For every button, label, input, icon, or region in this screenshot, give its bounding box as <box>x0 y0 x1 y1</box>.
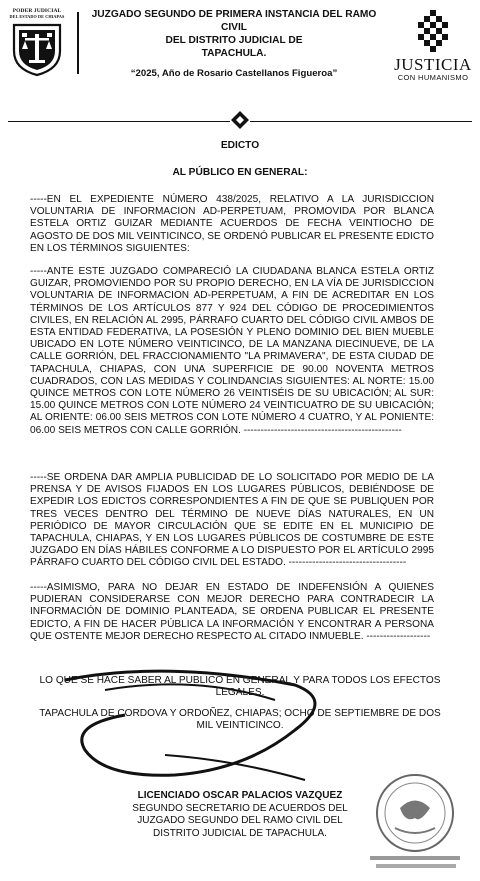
document-audience: AL PÚBLICO EN GENERAL: <box>172 167 308 178</box>
year-motto: “2025, Año de Rosario Castellanos Figueroa” <box>130 68 338 79</box>
diamond-ornament-icon <box>230 110 250 130</box>
court-header <box>86 8 382 80</box>
logo-word-humanismo: CON HUMANISMO <box>397 73 469 82</box>
logo-word-justicia: JUSTICIA <box>394 55 472 74</box>
poder-judicial-logo <box>8 8 66 78</box>
paragraph-publicidad <box>30 472 434 570</box>
paragraph-text: -----EN EL EXPEDIENTE NÚMERO 438/2025, RELATIVO A LA JURISDICCION VOLUNTARIA DE INFORMACION AD-PERPETUAM, PROMOVIDA POR BLANCA ESTELA ORTIZ GUIZAR MEDIANTE ACUERDOS DE FECHA VEINTIOCHO DE AGOSTO DE DOS MIL VEINTICINCO, SE ORDENÓ PUBLICAR EL PRESENTE EDICTO EN LOS TÉRMINOS SIGUIENTES: <box>30 194 434 254</box>
signatory-title-line-1: SEGUNDO SECRETARIO DE ACUERDOS DEL <box>132 802 348 814</box>
court-line-1: JUZGADO SEGUNDO DE PRIMERA INSTANCIA DEL RAMO CIVIL <box>91 9 377 33</box>
signature-block <box>100 790 380 840</box>
logo-org-line-1: PODER JUDICIAL <box>12 8 62 14</box>
paragraph-text: -----SE ORDENA DAR AMPLIA PUBLICIDAD DE LO SOLICITADO POR MEDIO DE LA PRENSA Y DE AVISOS FIJADOS EN LOS LUGARES PÚBLICOS, DEBIÉNDOSE DE EXPEDIR LOS EDICTOS CORRESPONDIENTES A FIN DE QUE SE PUBLIQUEN POR TRES VECES DENTRO DEL TÉRMINO DE NUEVE DÍAS NATURALES, EN UN PERIÓDICO DE MAYOR CIRCULACIÓN QUE SE EDITE EN EL MUNICIPIO DE TAPACHULA, CHIAPAS, Y EN LOS LUGARES PÚBLICOS DE COSTUMBRE DE ESTE JUZGADO EN DÍAS HÁBILES CONFORME A LO DISPUESTO POR EL ARTÍCULO 2995 PÁRRAFO CUARTO DEL CÓDIGO CIVIL DEL ESTADO. ----------------------------------- <box>30 472 434 569</box>
interlace-knot-icon <box>415 10 451 54</box>
paragraph-comparecencia <box>30 266 434 437</box>
court-line-3: TAPACHULA. <box>201 48 267 59</box>
document-title: EDICTO <box>220 140 260 151</box>
paragraph-asimismo <box>30 582 434 643</box>
court-line-2: DEL DISTRITO JUDICIAL DE <box>165 35 303 46</box>
header-vertical-rule <box>77 12 79 74</box>
paragraph-text: -----ANTE ESTE JUZGADO COMPARECIÓ LA CIUDADANA BLANCA ESTELA ORTIZ GUIZAR, PROMOVIENDO POR SU PROPIO DERECHO, EN LA VÍA DE JURISDICCION VOLUNTARIA DE INFORMACION AD-PERPETUAM, A FIN DE ACREDITAR EN LOS TÉRMINOS DE LOS ARTÍCULOS 877 Y 924 DEL CÓDIGO DE PROCEDIMIENTOS CIVILES, EN RELACIÓN AL 2995, PÁRRAFO CUARTO DEL CÓDIGO CIVIL AMBOS DE ESTA ENTIDAD FEDERATIVA, LA POSESIÓN Y PLENO DOMINIO DEL BIEN MUEBLE UBICADO EN LOTE NÚMERO VEINTICINCO, DE LA MANZANA DIECINUEVE, DE LA CALLE GORRIÓN, DEL FRACCIONAMIENTO "LA PRIMAVERA", DE ESTA CIUDAD DE TAPACHULA, CHIAPAS, CON UNA SUPERFICIE DE 90.00 NOVENTA METROS CUADRADOS, CON LAS MEDIDAS Y COLINDANCIAS SIGUIENTES: AL NORTE: 15.00 QUINCE METROS CON LOTE NÚMERO 26 VEINTISÉIS DE SU UBICACIÓN; AL SUR: 15.00 QUINCE METROS CON LOTE NÚMERO 24 VEINTICUATRO DE SU UBICACIÓN; AL ORIENTE: 06.00 SEIS METROS CON LOTE NÚMERO 4 CUATRO, Y AL PONIENTE: 06.00 SEIS METROS CON CALLE GORRIÓN. ----------------------------------------------- <box>30 266 434 436</box>
justicia-con-humanismo-logo <box>392 10 474 82</box>
place-and-date: TAPACHULA DE CORDOVA Y ORDOÑEZ, CHIAPAS; OCHO DE SEPTIEMBRE DE DOS MIL VEINTICINCO. <box>39 708 441 732</box>
signatory-title-line-2: JUZGADO SEGUNDO DEL RAMO CIVIL DEL <box>137 815 343 826</box>
logo-org-line-2: DEL ESTADO DE CHIAPAS <box>9 14 65 19</box>
court-seal-icon <box>10 21 64 77</box>
paragraph-text: -----ASIMISMO, PARA NO DEJAR EN ESTADO DE INDEFENSIÓN A QUIENES PUDIERAN CONSIDERARSE CON MEJOR DERECHO PARA CONTRADECIR LA INFORMACIÓN DE DOMINIO PLANTEADA, SE ORDENA PUBLICAR EL PRESENTE EDICTO, A FIN DE HACER PÚBLICA LA INFORMACIÓN Y ENCONTRAR A PERSONA QUE OSTENTE MEJOR DERECHO RESPECTO AL CITADO INMUEBLE. ------------------- <box>30 582 434 642</box>
signatory-name: LICENCIADO OSCAR PALACIOS VAZQUEZ <box>137 790 343 801</box>
signatory-title-line-3: DISTRITO JUDICIAL DE TAPACHULA. <box>153 827 327 839</box>
closing-statement: LO QUE SE HACE SABER AL PUBLICO EN GENERAL Y PARA TODOS LOS EFECTOS LEGALES. <box>39 675 441 699</box>
paragraph-expediente <box>30 194 434 255</box>
